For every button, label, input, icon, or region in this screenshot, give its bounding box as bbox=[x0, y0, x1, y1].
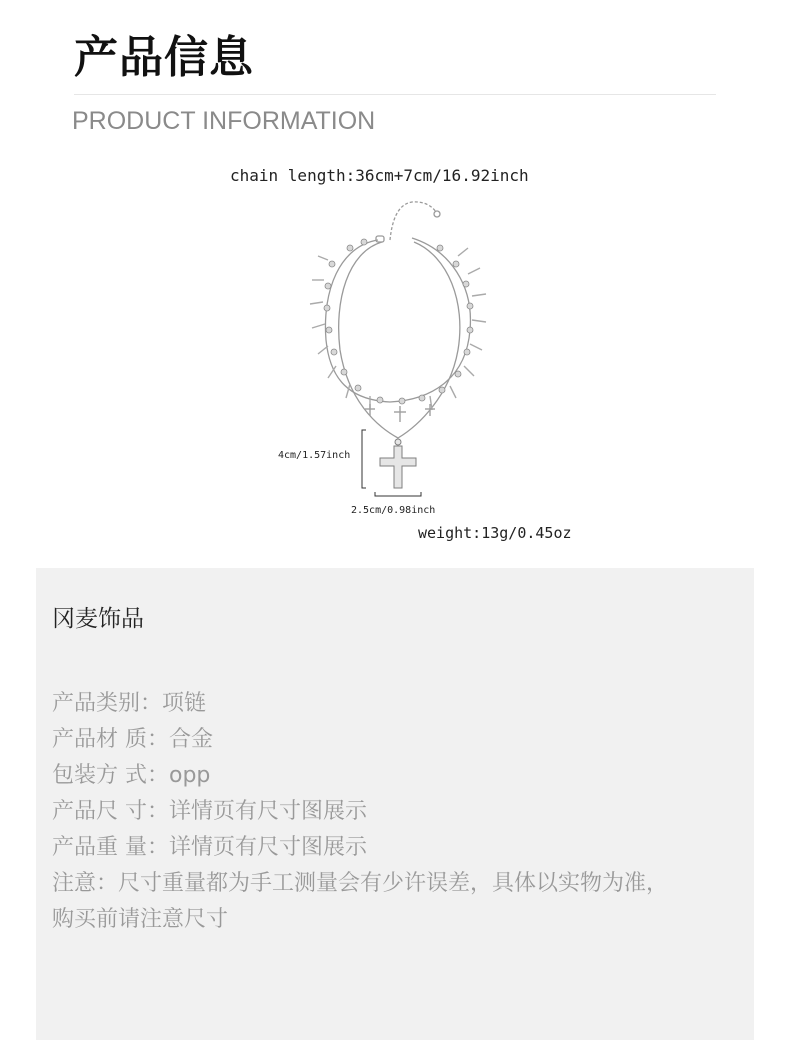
pendant-width-label: 2.5cm/0.98inch bbox=[351, 505, 436, 516]
weight-label: weight:13g/0.45oz bbox=[418, 524, 572, 542]
pendant-height-label: 4cm/1.57inch bbox=[278, 450, 351, 461]
spec-note-cont: 购买前请注意尺寸 bbox=[52, 907, 229, 932]
spec-material: 产品材 质：合金 bbox=[52, 727, 213, 752]
spec-size: 产品尺 寸：详情页有尺寸图展示 bbox=[52, 799, 367, 824]
brand-name: 冈麦饰品 bbox=[52, 606, 144, 632]
header-divider bbox=[74, 94, 716, 95]
spec-category: 产品类别：项链 bbox=[52, 691, 207, 716]
page-title-cn: 产品信息 bbox=[74, 32, 254, 83]
product-figure bbox=[0, 150, 790, 550]
spec-weight: 产品重 量：详情页有尺寸图展示 bbox=[52, 835, 367, 860]
spec-list bbox=[52, 686, 742, 938]
necklace-image bbox=[290, 190, 510, 510]
spec-packaging: 包装方 式：opp bbox=[52, 763, 211, 788]
page-title-en: PRODUCT INFORMATION bbox=[72, 107, 376, 135]
chain-length-label: chain length:36cm+7cm/16.92inch bbox=[230, 166, 529, 185]
info-panel bbox=[36, 568, 754, 1040]
spec-note: 注意：尺寸重量都为手工测量会有少许误差，具体以实物为准， bbox=[52, 871, 669, 896]
